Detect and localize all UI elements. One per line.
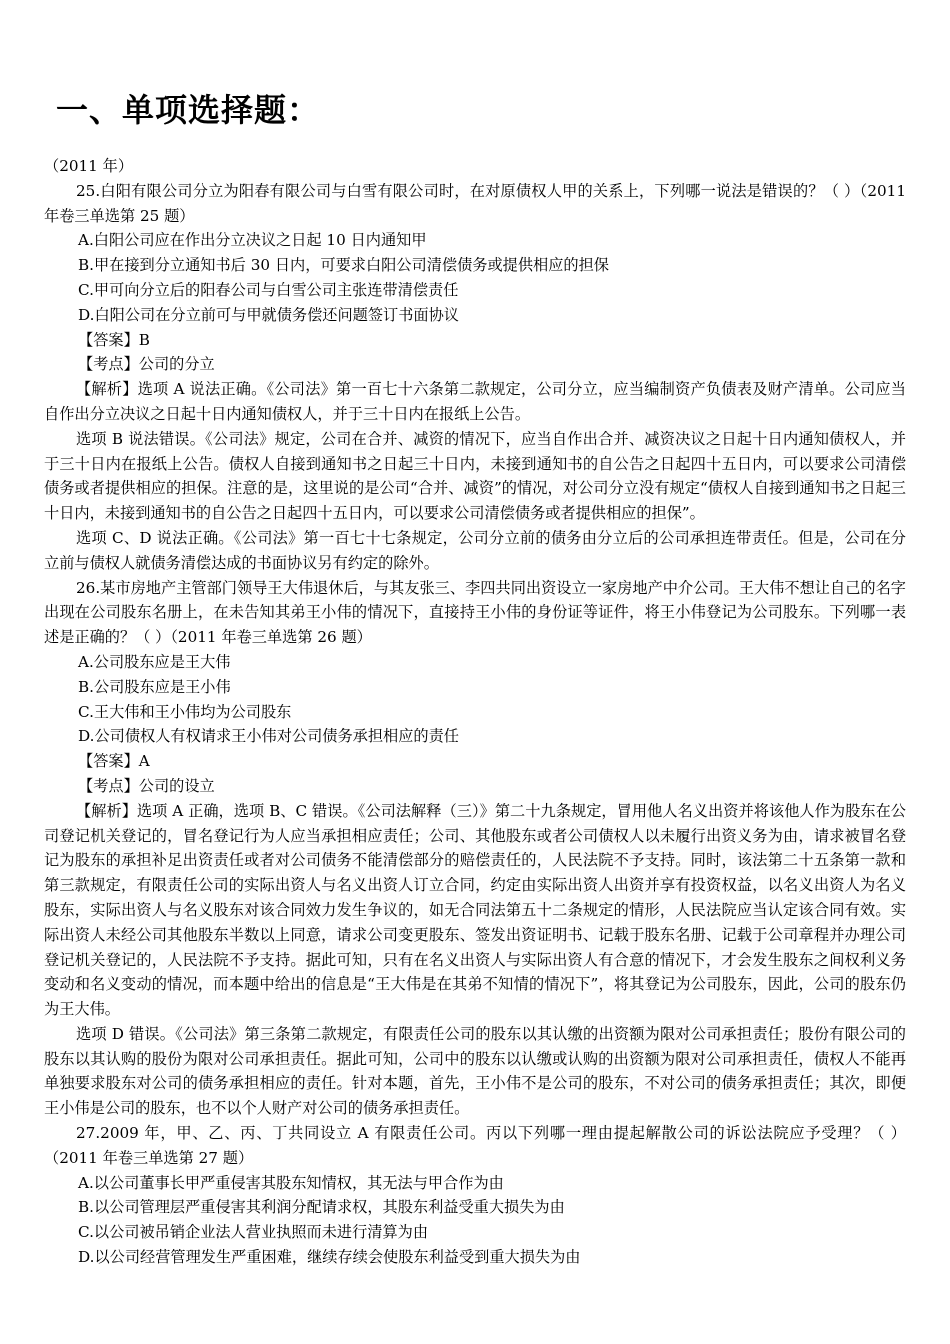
q26-point: 【考点】公司的设立 (78, 776, 215, 795)
q25-stem: 25.白阳有限公司分立为阳春有限公司与白雪有限公司时，在对原债权人甲的关系上，下列哪一说法是错误的？（ ）（2011 年卷三单选第 25 题） (44, 181, 906, 225)
q27-option-d: D.以公司经营管理发生严重困难，继续存续会使股东利益受到重大损失为由 (78, 1248, 581, 1267)
q25-answer: 【答案】B (78, 330, 150, 349)
q27-option-a: A.以公司董事长甲严重侵害其股东知情权，其无法与甲合作为由 (78, 1173, 504, 1192)
q25-point: 【考点】公司的分立 (78, 355, 215, 374)
q25-explanation-1: 【解析】选项 A 说法正确。《公司法》第一百七十六条第二款规定，公司分立，应当编制资产负债表及财产清单。公司应当自作出分立决议之日起十日内通知债权人，并于三十日内在报纸上公告。 (44, 380, 906, 423)
section-title: 一、单项选择题： (56, 91, 321, 129)
q27-option-b: B.以公司管理层严重侵害其利润分配请求权，其股东利益受重大损失为由 (78, 1198, 565, 1217)
q26-option-c: C.王大伟和王小伟均为公司股东 (78, 702, 292, 721)
year-label: （2011 年） (44, 157, 134, 175)
q26-explanation-2: 选项 D 错误。《公司法》第三条第二款规定，有限责任公司的股东以其认缴的出资额为限对公司承担责任；股份有限公司的股东以其认购的股份为限对公司承担责任。据此可知，公司中的股东以认缴或认购的出资额为限对公司承担责任，债权人不能再单独要求股东对公司的债务承担相应的责任。针对本题，首先，王小伟不是公司的股东，不对公司的债务承担责任；其次，即便王小伟是公司的股东，也不以个人财产对公司的债务承担责任。 (44, 1024, 906, 1118)
q26-answer: 【答案】A (78, 752, 150, 771)
q25-explanation-2: 选项 B 说法错误。《公司法》规定，公司在合并、减资的情况下，应当自作出合并、减资决议之日起十日内通知债权人，并于三十日内在报纸上公告。债权人自接到通知书之日起三十日内，未接到通知书的自公告之日起四十五日内，可以要求公司清偿债务或者提供相应的担保。注意的是，这里说的是公司“合并、减资”的情况，对公司分立没有规定“债权人自接到通知书之日起三十日内，未接到通知书的自公告之日起四十五日内，可以要求公司清偿债务或者提供相应的担保”。 (44, 429, 906, 523)
q25-explanation-3: 选项 C、D 说法正确。《公司法》第一百七十七条规定，公司分立前的债务由分立后的公司承担连带责任。但是，公司在分立前与债权人就债务清偿达成的书面协议另有约定的除外。 (44, 528, 906, 572)
q26-option-a: A.公司股东应是王大伟 (78, 652, 231, 671)
q27-option-c: C.以公司被吊销企业法人营业执照而未进行清算为由 (78, 1223, 429, 1242)
q27-stem: 27.2009 年，甲、乙、丙、丁共同设立 A 有限责任公司。丙以下列哪一理由提起解散公司的诉讼法院应予受理？（ ）（2011 年卷三单选第 27 题） (44, 1124, 906, 1167)
q26-option-d: D.公司债权人有权请求王小伟对公司债务承担相应的责任 (78, 727, 459, 746)
q26-explanation-1: 【解析】选项 A 正确，选项 B、C 错误。《公司法解释（三）》第二十九条规定，冒用他人名义出资并将该他人作为股东在公司登记机关登记的，冒名登记行为人应当承担相应责任；公司、其他股东或者公司债权人以未履行出资义务为由，请求被冒名登记为股东的承担补足出资责任或者对公司债务不能清偿部分的赔偿责任的，人民法院不予支持。同时，该法第二十五条第一款和第三款规定，有限责任公司的实际出资人与名义出资人订立合同，约定由实际出资人出资并享有投资权益，以名义出资人为名义股东，实际出资人与名义股东对该合同效力发生争议的，如无合同法第五十二条规定的情形，人民法院应当认定该合同有效。实际出资人未经公司其他股东半数以上同意，请求公司变更股东、签发出资证明书、记载于股东名册、记载于公司章程并办理公司登记机关登记的，人民法院不予支持。据此可知，只有在名义出资人与实际出资人有合意的情况下，才会发生股东之间权利义务变动和名义变动的情况，而本题中给出的信息是“王大伟是在其弟不知情的情况下”，将其登记为公司股东，因此，公司的股东仍为王大伟。 (44, 801, 906, 1019)
q25-option-d: D.白阳公司在分立前可与甲就债务偿还问题签订书面协议 (78, 305, 459, 324)
q25-option-b: B.甲在接到分立通知书后 30 日内，可要求白阳公司清偿债务或提供相应的担保 (78, 256, 609, 275)
q26-stem: 26.某市房地产主管部门领导王大伟退休后，与其友张三、李四共同出资设立一家房地产中介公司。王大伟不想让自己的名字出现在公司股东名册上，在未告知其弟王小伟的情况下，直接持王小伟的身份证等证件，将王小伟登记为公司股东。下列哪一表述是正确的？（ ）（2011 年卷三单选第 26 题） (44, 578, 906, 647)
q25-option-a: A.白阳公司应在作出分立决议之日起 10 日内通知甲 (78, 231, 427, 250)
q26-option-b: B.公司股东应是王小伟 (78, 677, 231, 696)
q25-option-c: C.甲可向分立后的阳春公司与白雪公司主张连带清偿责任 (78, 280, 459, 299)
